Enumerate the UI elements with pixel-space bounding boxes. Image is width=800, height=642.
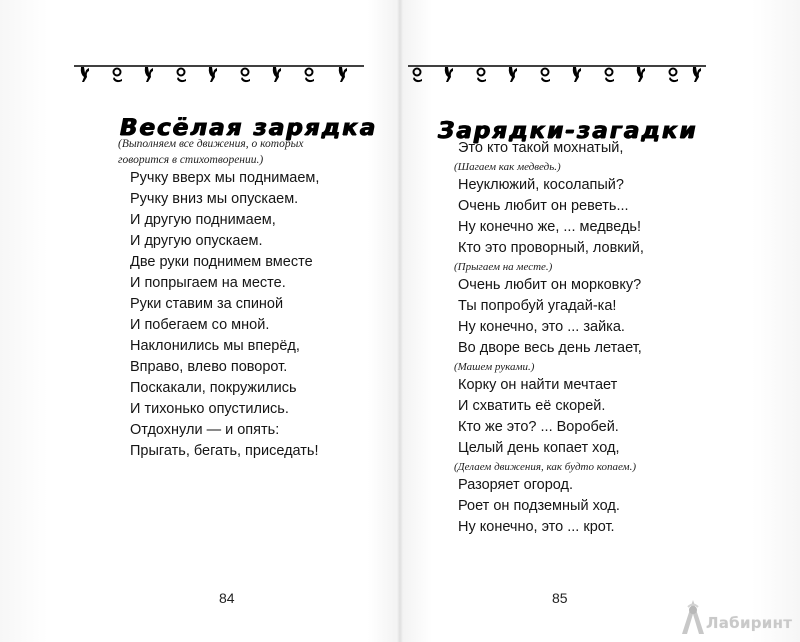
poem-line: И попрыгаем на месте. bbox=[130, 275, 286, 291]
poem-line: И тихонько опустились. bbox=[130, 401, 289, 417]
folk-ornament-border-icon bbox=[408, 60, 706, 84]
poem-line: Ты попробуй угадай-ка! bbox=[458, 298, 617, 314]
instruction-note: (Шагаем как медведь.) bbox=[454, 161, 561, 173]
labirint-minotaur-logo-icon bbox=[680, 598, 706, 636]
folk-ornament-border-icon bbox=[74, 60, 364, 84]
page-number-left: 84 bbox=[219, 590, 235, 606]
page-number-right: 85 bbox=[552, 590, 568, 606]
watermark-text: Лабиринт bbox=[706, 614, 793, 632]
instruction-note: (Прыгаем на месте.) bbox=[454, 261, 553, 273]
watermark-logo bbox=[680, 598, 796, 638]
left-poem bbox=[118, 136, 380, 462]
poem-line: Наклонились мы вперёд, bbox=[130, 338, 300, 354]
poem-line: Во дворе весь день летает, bbox=[458, 340, 642, 356]
poem-line: Роет он подземный ход. bbox=[458, 498, 620, 514]
poem-line: Ну конечно же, ... медведь! bbox=[458, 219, 642, 235]
poem-line: Вправо, влево поворот. bbox=[130, 359, 288, 375]
poem-line: Ручку вниз мы опускаем. bbox=[130, 191, 299, 207]
poem-line: И другую поднимаем, bbox=[130, 212, 276, 228]
poem-line: Ну конечно, это ... зайка. bbox=[458, 319, 625, 335]
poem-line: И другую опускаем. bbox=[130, 233, 263, 249]
poem-line: Это кто такой мохнатый, bbox=[458, 140, 624, 156]
poem-line: И побегаем со мной. bbox=[130, 317, 270, 333]
poem-line: Ну конечно, это ... крот. bbox=[458, 519, 615, 535]
instruction-note: (Машем руками.) bbox=[454, 361, 535, 373]
poem-line: Очень любит он морковку? bbox=[458, 277, 642, 293]
poem-line: Отдохнули — и опять: bbox=[130, 422, 280, 438]
poem-line: И схватить её скорей. bbox=[458, 398, 606, 414]
poem-line: Поскакали, покружились bbox=[130, 380, 297, 396]
instruction-note: (Выполняем все движения, о которых говорится в стихотворении.) bbox=[118, 138, 304, 166]
poem-line: Ручку вверх мы поднимаем, bbox=[130, 170, 320, 186]
left-page-title: Весёлая зарядка bbox=[120, 115, 378, 142]
left-page bbox=[0, 0, 398, 642]
poem-line: Прыгать, бегать, приседать! bbox=[130, 443, 319, 459]
right-page-title: Зарядки-загадки bbox=[438, 118, 698, 145]
poem-line: Неуклюжий, косолапый? bbox=[458, 177, 624, 193]
poem-line: Очень любит он реветь... bbox=[458, 198, 629, 214]
instruction-note: (Делаем движения, как будто копаем.) bbox=[454, 461, 636, 473]
poem-line: Руки ставим за спиной bbox=[130, 296, 284, 312]
poem-line: Две руки поднимем вместе bbox=[130, 254, 313, 270]
poem-line: Целый день копает ход, bbox=[458, 440, 620, 456]
right-page bbox=[402, 0, 800, 642]
poem-line: Кто это проворный, ловкий, bbox=[458, 240, 644, 256]
poem-line: Корку он найти мечтает bbox=[458, 377, 618, 393]
right-poem bbox=[454, 138, 718, 538]
poem-line: Кто же это? ... Воробей. bbox=[458, 419, 619, 435]
poem-line: Разоряет огород. bbox=[458, 477, 574, 493]
